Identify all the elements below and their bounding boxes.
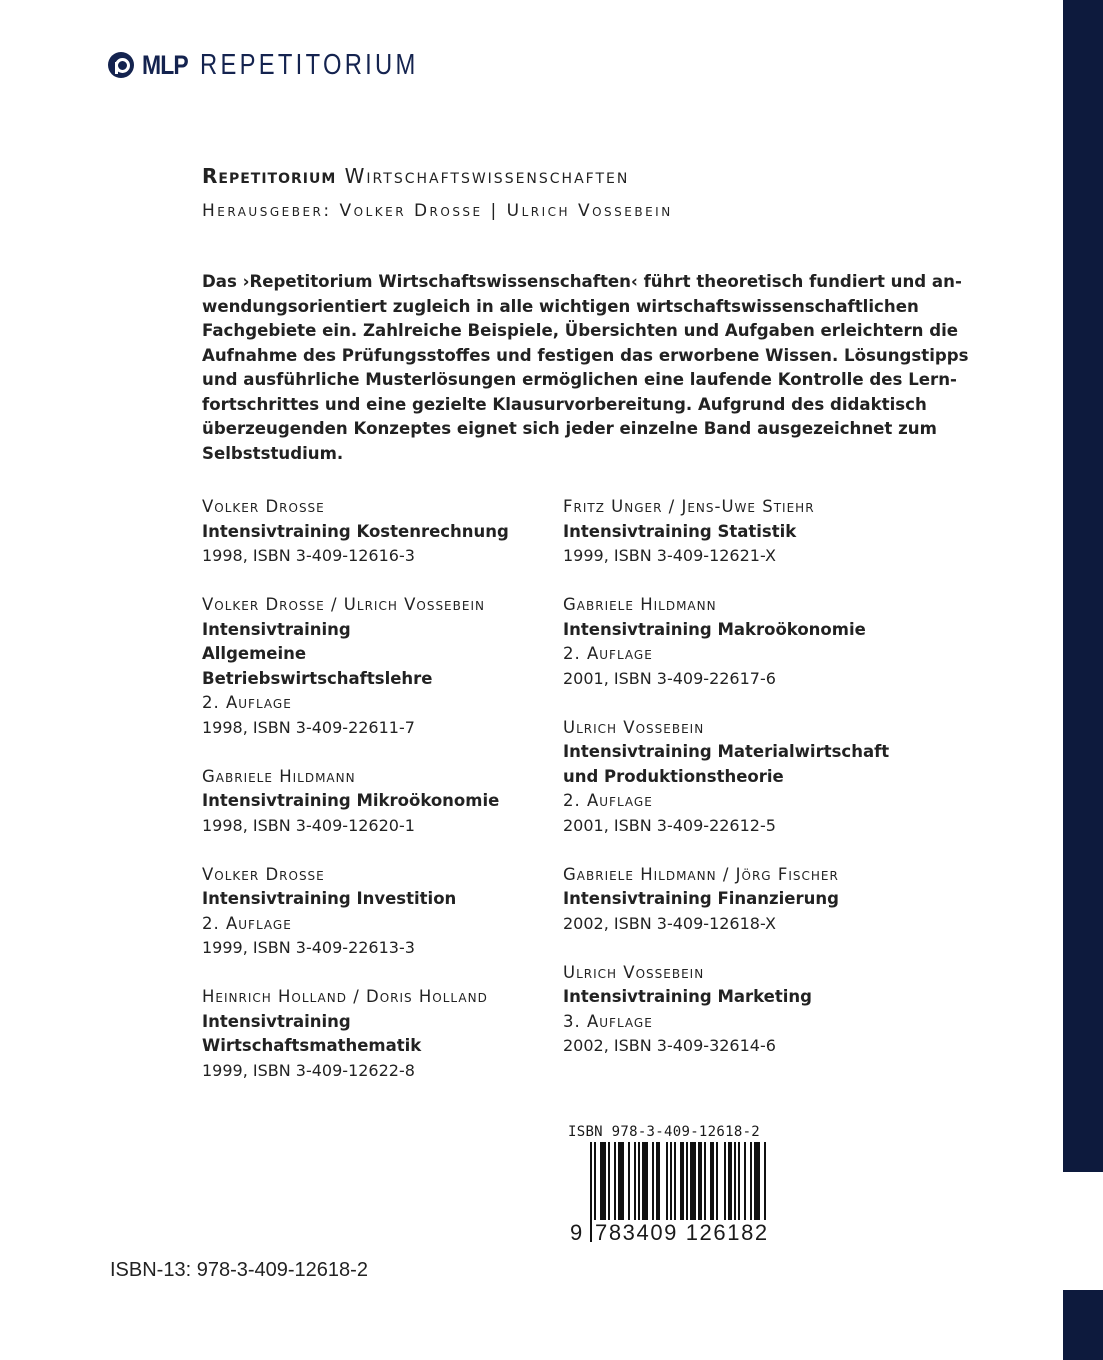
barcode-bar — [724, 1142, 726, 1230]
book-list-left — [202, 495, 542, 1108]
book-title: Intensivtraining Kostenrechnung — [202, 521, 509, 541]
book-title: Intensivtraining Finanzierung — [563, 889, 839, 908]
editors: Herausgeber: Volker Drosse | Ulrich Vossebein — [202, 201, 673, 221]
blurb-line: wendungsorientiert zugleich in alle wichtigen wirtschaftswissenschaftlichen — [202, 296, 919, 316]
barcode-bar — [698, 1142, 702, 1230]
book-isbn: 1999, ISBN 3-409-12622-8 — [202, 1060, 415, 1080]
barcode-bar — [764, 1142, 766, 1230]
book-author: Volker Drosse / Ulrich Vossebein — [202, 595, 485, 614]
barcode-first-digit: 9 — [570, 1220, 583, 1245]
book-author: Ulrich Vossebein — [563, 962, 705, 982]
book-author: Gabriele Hildmann / Jörg Fischer — [563, 864, 839, 884]
book-author: Fritz Unger / Jens-Uwe Stiehr — [563, 497, 815, 516]
barcode-bar — [600, 1142, 606, 1230]
book-title: Intensivtraining Makroökonomie — [563, 619, 866, 639]
blurb-line: Aufnahme des Prüfungsstoffes und festigen das erworbene Wissen. Lösungstipps — [202, 345, 969, 365]
cover-edge-band — [1063, 1290, 1103, 1360]
barcode-bar — [744, 1142, 746, 1230]
book-isbn: 2002, ISBN 3-409-32614-6 — [563, 1036, 776, 1055]
barcode-bar — [634, 1142, 636, 1230]
barcode-bar — [666, 1142, 668, 1230]
blurb-line: und ausführliche Musterlösungen ermöglichen eine laufende Kontrolle des Lern- — [202, 370, 957, 389]
series-rest: Wirtschaftswissenschaften — [344, 164, 630, 188]
barcode-bar — [656, 1142, 660, 1230]
book-isbn: 1998, ISBN 3-409-12616-3 — [202, 546, 415, 565]
barcode-bar — [628, 1142, 630, 1230]
book-title: Intensivtraining Marketing — [563, 987, 812, 1006]
logo-mlp: MLP — [142, 49, 188, 80]
book-entry — [563, 593, 903, 691]
blurb-text — [202, 270, 969, 466]
barcode — [568, 1124, 788, 1245]
blurb-line: Das ›Repetitorium Wirtschaftswissenschaften‹ führt theoretisch fundiert und an- — [202, 272, 962, 291]
barcode-bar — [642, 1142, 648, 1230]
book-entry — [563, 863, 903, 937]
book-list-right — [563, 495, 903, 1083]
book-edition: 2. Auflage — [202, 913, 292, 933]
book-isbn: 2001, ISBN 3-409-22617-6 — [563, 668, 776, 688]
blurb-line: überzeugenden Konzeptes eignet sich jeder einzelne Band ausgezeichnet zum — [202, 419, 937, 438]
book-title: Intensivtraining Materialwirtschaft — [563, 742, 890, 761]
barcode-bar — [670, 1142, 672, 1230]
mlp-logo-icon — [108, 52, 134, 78]
barcode-digits: 783409 126182 — [595, 1220, 769, 1245]
book-edition: 2. Auflage — [563, 644, 653, 663]
book-entry — [202, 593, 542, 740]
barcode-bar — [614, 1142, 616, 1230]
book-title: und Produktionstheorie — [563, 766, 784, 786]
book-isbn: 2002, ISBN 3-409-12618-X — [563, 913, 776, 933]
barcode-bar — [674, 1142, 676, 1230]
book-author: Heinrich Holland / Doris Holland — [202, 987, 488, 1006]
barcode-bar — [710, 1142, 714, 1230]
blurb-line: Selbststudium. — [202, 443, 344, 463]
barcode-bar — [608, 1142, 610, 1230]
barcode-bar — [704, 1142, 706, 1230]
book-author: Ulrich Vossebein — [563, 717, 705, 737]
publisher-logo — [108, 48, 467, 82]
barcode-bar — [686, 1142, 688, 1230]
cover-edge-band — [1063, 0, 1103, 1172]
book-isbn: 1998, ISBN 3-409-22611-7 — [202, 717, 415, 737]
book-isbn: 1998, ISBN 3-409-12620-1 — [202, 815, 415, 835]
barcode-bar — [716, 1142, 718, 1230]
book-isbn: 1999, ISBN 3-409-12621-X — [563, 546, 776, 565]
barcode-bar — [754, 1142, 760, 1230]
book-isbn: 2001, ISBN 3-409-22612-5 — [563, 815, 776, 835]
book-edition: 2. Auflage — [202, 693, 292, 712]
barcode-bar — [734, 1142, 736, 1230]
barcode-bar — [638, 1142, 640, 1230]
logo-name: REPETITORIUM — [200, 48, 419, 81]
book-entry — [202, 495, 542, 569]
book-title: Intensivtraining Wirtschaftsmathematik — [202, 1011, 422, 1055]
barcode-bar — [680, 1142, 684, 1230]
book-entry — [202, 863, 542, 961]
book-entry — [563, 716, 903, 839]
book-entry — [563, 961, 903, 1059]
barcode-bar — [590, 1142, 592, 1242]
series-title — [202, 164, 629, 188]
book-edition: 2. Auflage — [563, 791, 653, 810]
barcode-bar — [652, 1142, 654, 1230]
book-entry — [202, 985, 542, 1083]
book-entry — [563, 495, 903, 569]
book-edition: 3. Auflage — [563, 1011, 653, 1031]
series-bold: Repetitorium — [202, 164, 337, 188]
book-title: Allgemeine Betriebswirtschaftslehre — [202, 644, 433, 688]
book-author: Volker Drosse — [202, 864, 325, 884]
book-isbn: 1999, ISBN 3-409-22613-3 — [202, 938, 415, 957]
book-title: Intensivtraining Mikroökonomie — [202, 791, 500, 810]
book-author: Volker Drosse — [202, 497, 325, 516]
book-title: Intensivtraining Investition — [202, 889, 457, 908]
book-title: Intensivtraining Statistik — [563, 521, 797, 541]
book-entry — [202, 765, 542, 839]
blurb-line: fortschrittes und eine gezielte Klausurvorbereitung. Aufgrund des didaktisch — [202, 394, 927, 414]
barcode-bar — [738, 1142, 740, 1230]
book-author: Gabriele Hildmann — [563, 595, 717, 614]
barcode-bar — [618, 1142, 624, 1230]
book-author: Gabriele Hildmann — [202, 766, 356, 786]
barcode-bar — [750, 1142, 752, 1230]
barcode-bar — [728, 1142, 732, 1230]
book-title: Intensivtraining — [202, 619, 351, 639]
isbn-13: ISBN-13: 978-3-409-12618-2 — [110, 1259, 368, 1281]
blurb-line: Fachgebiete ein. Zahlreiche Beispiele, Übersichten und Aufgaben erleichtern die — [202, 321, 959, 340]
barcode-isbn: ISBN 978-3-409-12618-2 — [568, 1124, 761, 1140]
